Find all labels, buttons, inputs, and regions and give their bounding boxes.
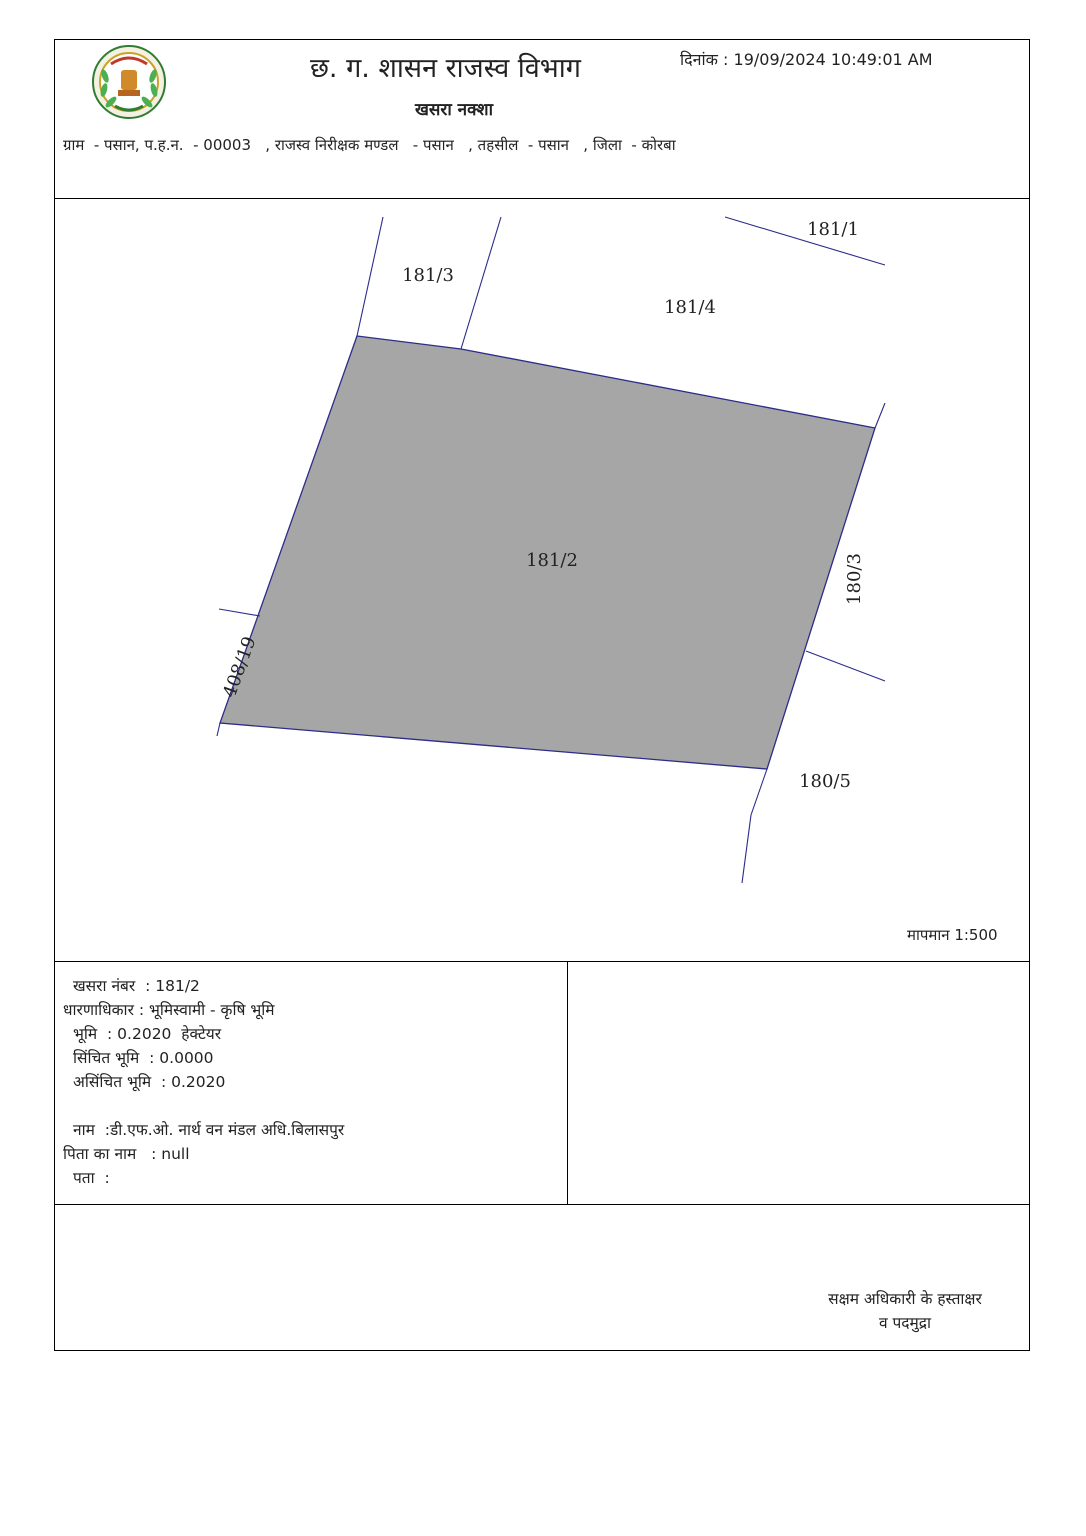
date-value: 19/09/2024 10:49:01 AM bbox=[733, 50, 933, 69]
land-area: भूमि : 0.2020 हेक्टेयर bbox=[73, 1025, 222, 1043]
boundary-line bbox=[725, 217, 885, 265]
date-stamp bbox=[680, 48, 933, 70]
signature-line-1: सक्षम अधिकारी के हस्ताक्षर bbox=[828, 1290, 982, 1308]
plot-label-180-3: 180/3 bbox=[844, 553, 865, 605]
page-subtitle: खसरा नक्शा bbox=[415, 100, 493, 120]
signature-block bbox=[785, 1287, 1025, 1335]
irrigated-area: सिंचित भूमि : 0.0000 bbox=[73, 1049, 214, 1067]
khasra-map-sheet bbox=[54, 39, 1030, 1351]
location-line: ग्राम - पसान, प.ह.न. - 00003 , राजस्व निरीक्षक मण्डल - पसान , तहसील - पसान , जिला - कोरबा bbox=[63, 136, 676, 154]
plot-label-408-19: 408/19 bbox=[219, 633, 261, 701]
boundary-line bbox=[357, 217, 383, 336]
owner-name: नाम :डी.एफ.ओ. नार्थ वन मंडल अधि.बिलासपुर bbox=[73, 1121, 345, 1139]
boundary-line bbox=[751, 769, 767, 815]
map-scale: मापमान 1:500 bbox=[907, 926, 998, 944]
boundary-line bbox=[806, 651, 885, 681]
khasra-number: खसरा नंबर : 181/2 bbox=[73, 977, 200, 995]
details-divider bbox=[55, 1204, 1029, 1205]
boundary-line bbox=[219, 609, 260, 616]
khasra-map bbox=[55, 199, 1029, 961]
plot-label-181-4: 181/4 bbox=[664, 297, 716, 318]
plot-label-181-1: 181/1 bbox=[807, 219, 859, 240]
page-title: छ. ग. शासन राजस्व विभाग bbox=[310, 53, 581, 84]
plot-label-180-5: 180/5 bbox=[799, 771, 851, 792]
boundary-line bbox=[875, 403, 885, 428]
boundary-line bbox=[217, 723, 220, 736]
plot-details bbox=[63, 974, 344, 1190]
plot-label-181-2: 181/2 bbox=[526, 550, 578, 571]
boundary-line bbox=[461, 217, 501, 349]
plot-label-181-3: 181/3 bbox=[402, 265, 454, 286]
father-name: पिता का नाम : null bbox=[63, 1145, 190, 1163]
signature-line-2: व पदमुद्रा bbox=[878, 1314, 932, 1332]
details-column-divider bbox=[567, 961, 568, 1204]
date-label: दिनांक : bbox=[680, 50, 729, 69]
owner-address: पता : bbox=[73, 1169, 110, 1187]
unirrigated-area: असिंचित भूमि : 0.2020 bbox=[73, 1073, 226, 1091]
tenure-type: धारणाधिकार : भूमिस्वामी - कृषि भूमि bbox=[63, 1001, 275, 1019]
map-divider bbox=[55, 961, 1029, 962]
boundary-line bbox=[742, 815, 751, 883]
state-emblem-icon bbox=[91, 44, 167, 120]
